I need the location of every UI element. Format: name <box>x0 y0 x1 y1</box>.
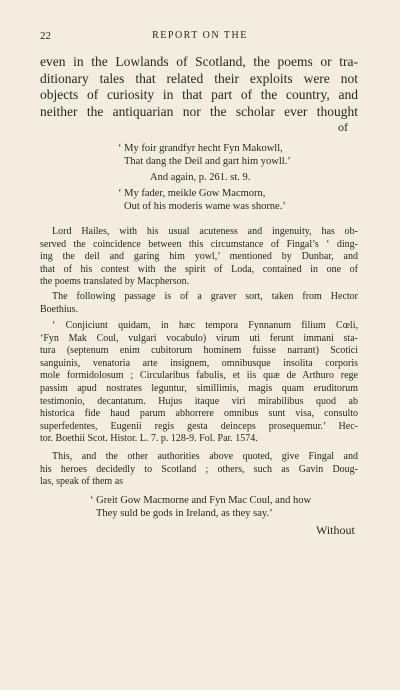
catchword-top: of <box>338 120 348 134</box>
reference-line: And again, p. 261. st. 9. <box>150 172 251 183</box>
text-line: This, and the other authorities above quoted, give Fingal and <box>52 451 358 462</box>
text-line: testimonio, decantatum. Hujus itaque viri mirabilibus quod ab <box>40 395 358 407</box>
verse-line: Out of his moderis wame was shorne.’ <box>124 201 286 212</box>
text-line: that of his contest with the spirit of Loda, contained in one of <box>40 263 358 275</box>
text-line: neither the antiquarian nor the scholar ever thought <box>40 103 358 119</box>
verse-line: ‘ Greit Gow Macmorne and Fyn Mac Coul, and how <box>90 495 312 506</box>
page-header <box>40 30 360 44</box>
text-line: his heroes decidedly to Scotland ; others, such as Gavin Doug- <box>40 463 358 475</box>
text-line: mole formidolosum ; Circularibus fabulis, et iis quæ de Arthuro rege <box>40 370 358 382</box>
text-line: passim apud nostrates leguntur, simillimis, magis quam eruditorum <box>40 382 358 394</box>
paragraph-1 <box>40 54 358 120</box>
text-line: even in the Lowlands of Scotland, the poems or tra- <box>40 54 358 69</box>
verse-quote-1 <box>118 142 358 168</box>
text-line: Lord Hailes, with his usual acuteness and ingenuity, has ob- <box>52 226 358 237</box>
text-line: superfedentes, Eugenii regis gesta deinceps prosequemur.’ Hec- <box>40 420 358 432</box>
text-line: The following passage is of a graver sort, taken from Hector <box>52 291 358 302</box>
verse-line: That dang the Deil and gart him yowll.’ <box>124 156 291 167</box>
text-line: served the coincidence between this circumstance of Fingal’s ‘ ding- <box>40 238 358 250</box>
verse-line: They suld be gods in Ireland, as they say.’ <box>96 508 273 519</box>
text-line: the poems translated by Macpherson. <box>40 276 190 288</box>
text-line: historica fide haud parum abhorrere omnibus sunt visa, consulto <box>40 408 358 420</box>
latin-quotation <box>40 320 358 446</box>
paragraph-4 <box>40 451 358 489</box>
text-line: las, speak of them as <box>40 476 124 488</box>
text-line: sanguinis, venatoria arte insignem, omnibusque insolita corporis <box>40 357 358 369</box>
text-line: ‘ Conjiciunt quidam, in hæc tempora Fynnanum filium Cœli, <box>52 320 358 331</box>
verse-quote-2 <box>118 187 358 213</box>
text-line: ditionary tales that related their exploits were not <box>40 70 358 86</box>
text-line: tura (septenum enim cubitorum hominem fuisse narrant) Scotici <box>40 345 358 357</box>
verse-line: ‘ My fader, meikle Gow Macmorn, <box>118 188 266 199</box>
text-line: Boethius. <box>40 303 79 315</box>
running-head: REPORT ON THE <box>152 30 248 41</box>
text-line: objects of curiosity in that part of the country, and <box>40 87 358 102</box>
text-line: ‘Fyn Mak Coul, vulgari vocabulo) virum uti ferunt immani sta- <box>40 332 358 344</box>
text-line: tor. Boethii Scot. Histor. L. 7. p. 128-9. Fol. Par. 1574. <box>40 433 258 445</box>
verse-line: ‘ My foir grandfyr hecht Fyn Makowll, <box>118 143 283 154</box>
paragraph-2 <box>40 226 358 289</box>
page-number: 22 <box>40 30 51 42</box>
catchword-bottom: Without <box>316 523 355 537</box>
verse-quote-3 <box>90 494 360 520</box>
paragraph-3 <box>40 291 358 316</box>
text-line: ing the deil and garing him yowl,’ mentioned by Dunbar, and <box>40 251 358 263</box>
